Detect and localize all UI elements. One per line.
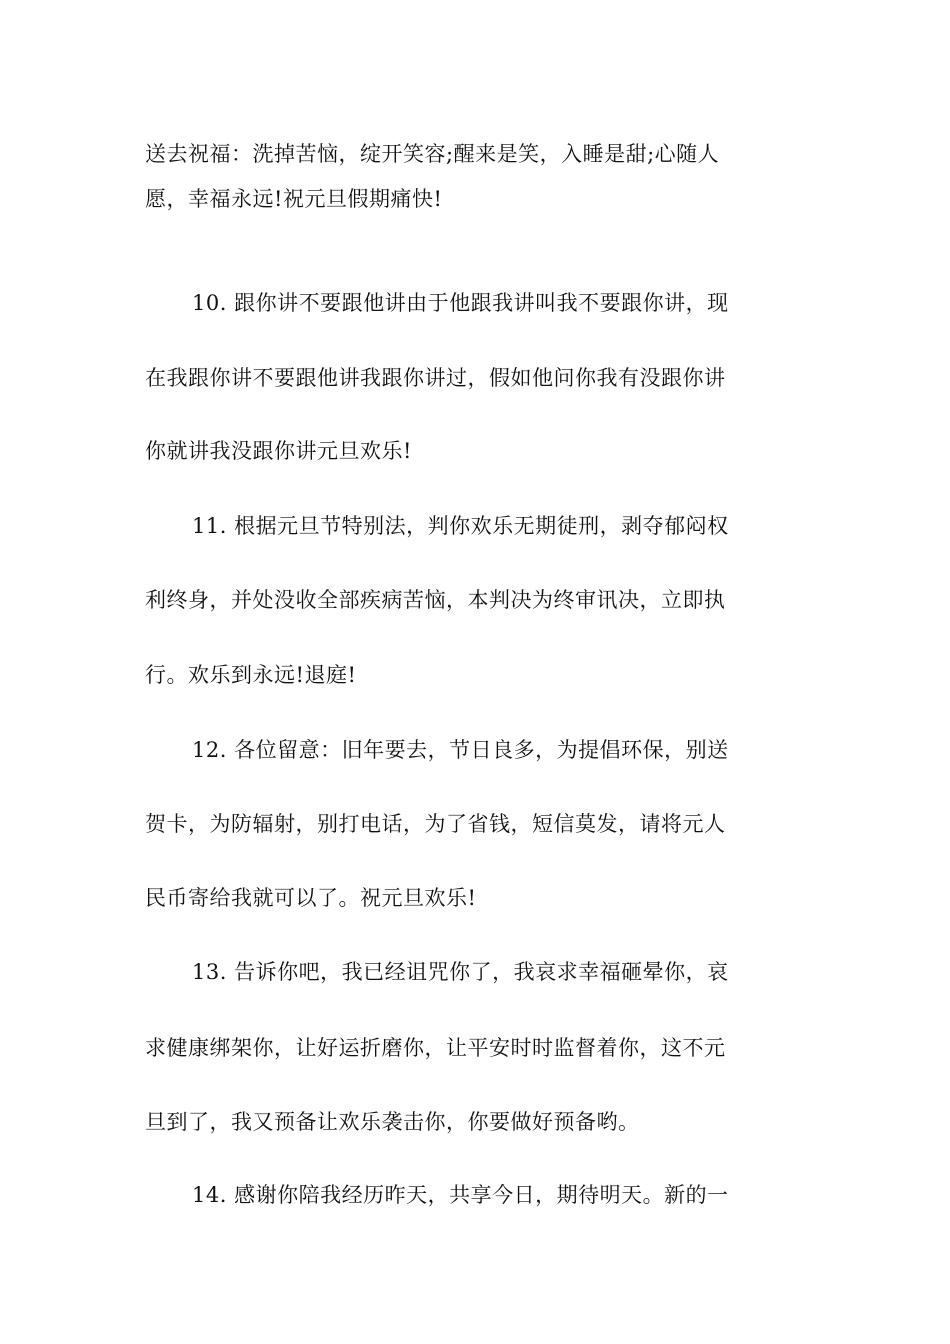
item-14-start: 14. 感谢你陪我经历昨天，共享今日，期待明天。新的一 xyxy=(192,1183,729,1207)
text-line: 求健康绑架你，让好运折磨你，让平安时时监督着你，这不元 xyxy=(145,1036,726,1060)
text-line: 民币寄给我就可以了。祝元旦欢乐! xyxy=(145,886,477,910)
item-11-start: 11. 根据元旦节特别法，判你欢乐无期徒刑，剥夺郁闷权 xyxy=(192,514,729,538)
text-line: 贺卡，为防辐射，别打电话，为了省钱，短信莫发，请将元人 xyxy=(145,812,726,836)
text-line: 利终身，并处没收全部疾病苦恼，本判决为终审讯决，立即执 xyxy=(145,588,726,612)
text-line: 在我跟你讲不要跟他讲我跟你讲过，假如他问你我有没跟你讲 xyxy=(145,366,726,390)
text-line: 旦到了，我又预备让欢乐袭击你，你要做好预备哟。 xyxy=(145,1110,640,1134)
item-10-start: 10. 跟你讲不要跟他讲由于他跟我讲叫我不要跟你讲，现 xyxy=(192,291,729,315)
item-12-start: 12. 各位留意：旧年要去，节日良多，为提倡环保，别送 xyxy=(192,738,729,762)
text-line: 行。欢乐到永远!退庭! xyxy=(145,663,357,687)
text-line: 送去祝福：洗掉苦恼，绽开笑容;醒来是笑，入睡是甜;心随人 xyxy=(145,142,720,166)
text-line: 愿，幸福永远!祝元旦假期痛快! xyxy=(145,187,443,211)
text-line: 你就讲我没跟你讲元旦欢乐! xyxy=(145,439,412,463)
item-13-start: 13. 告诉你吧，我已经诅咒你了，我哀求幸福砸晕你，哀 xyxy=(192,960,729,984)
